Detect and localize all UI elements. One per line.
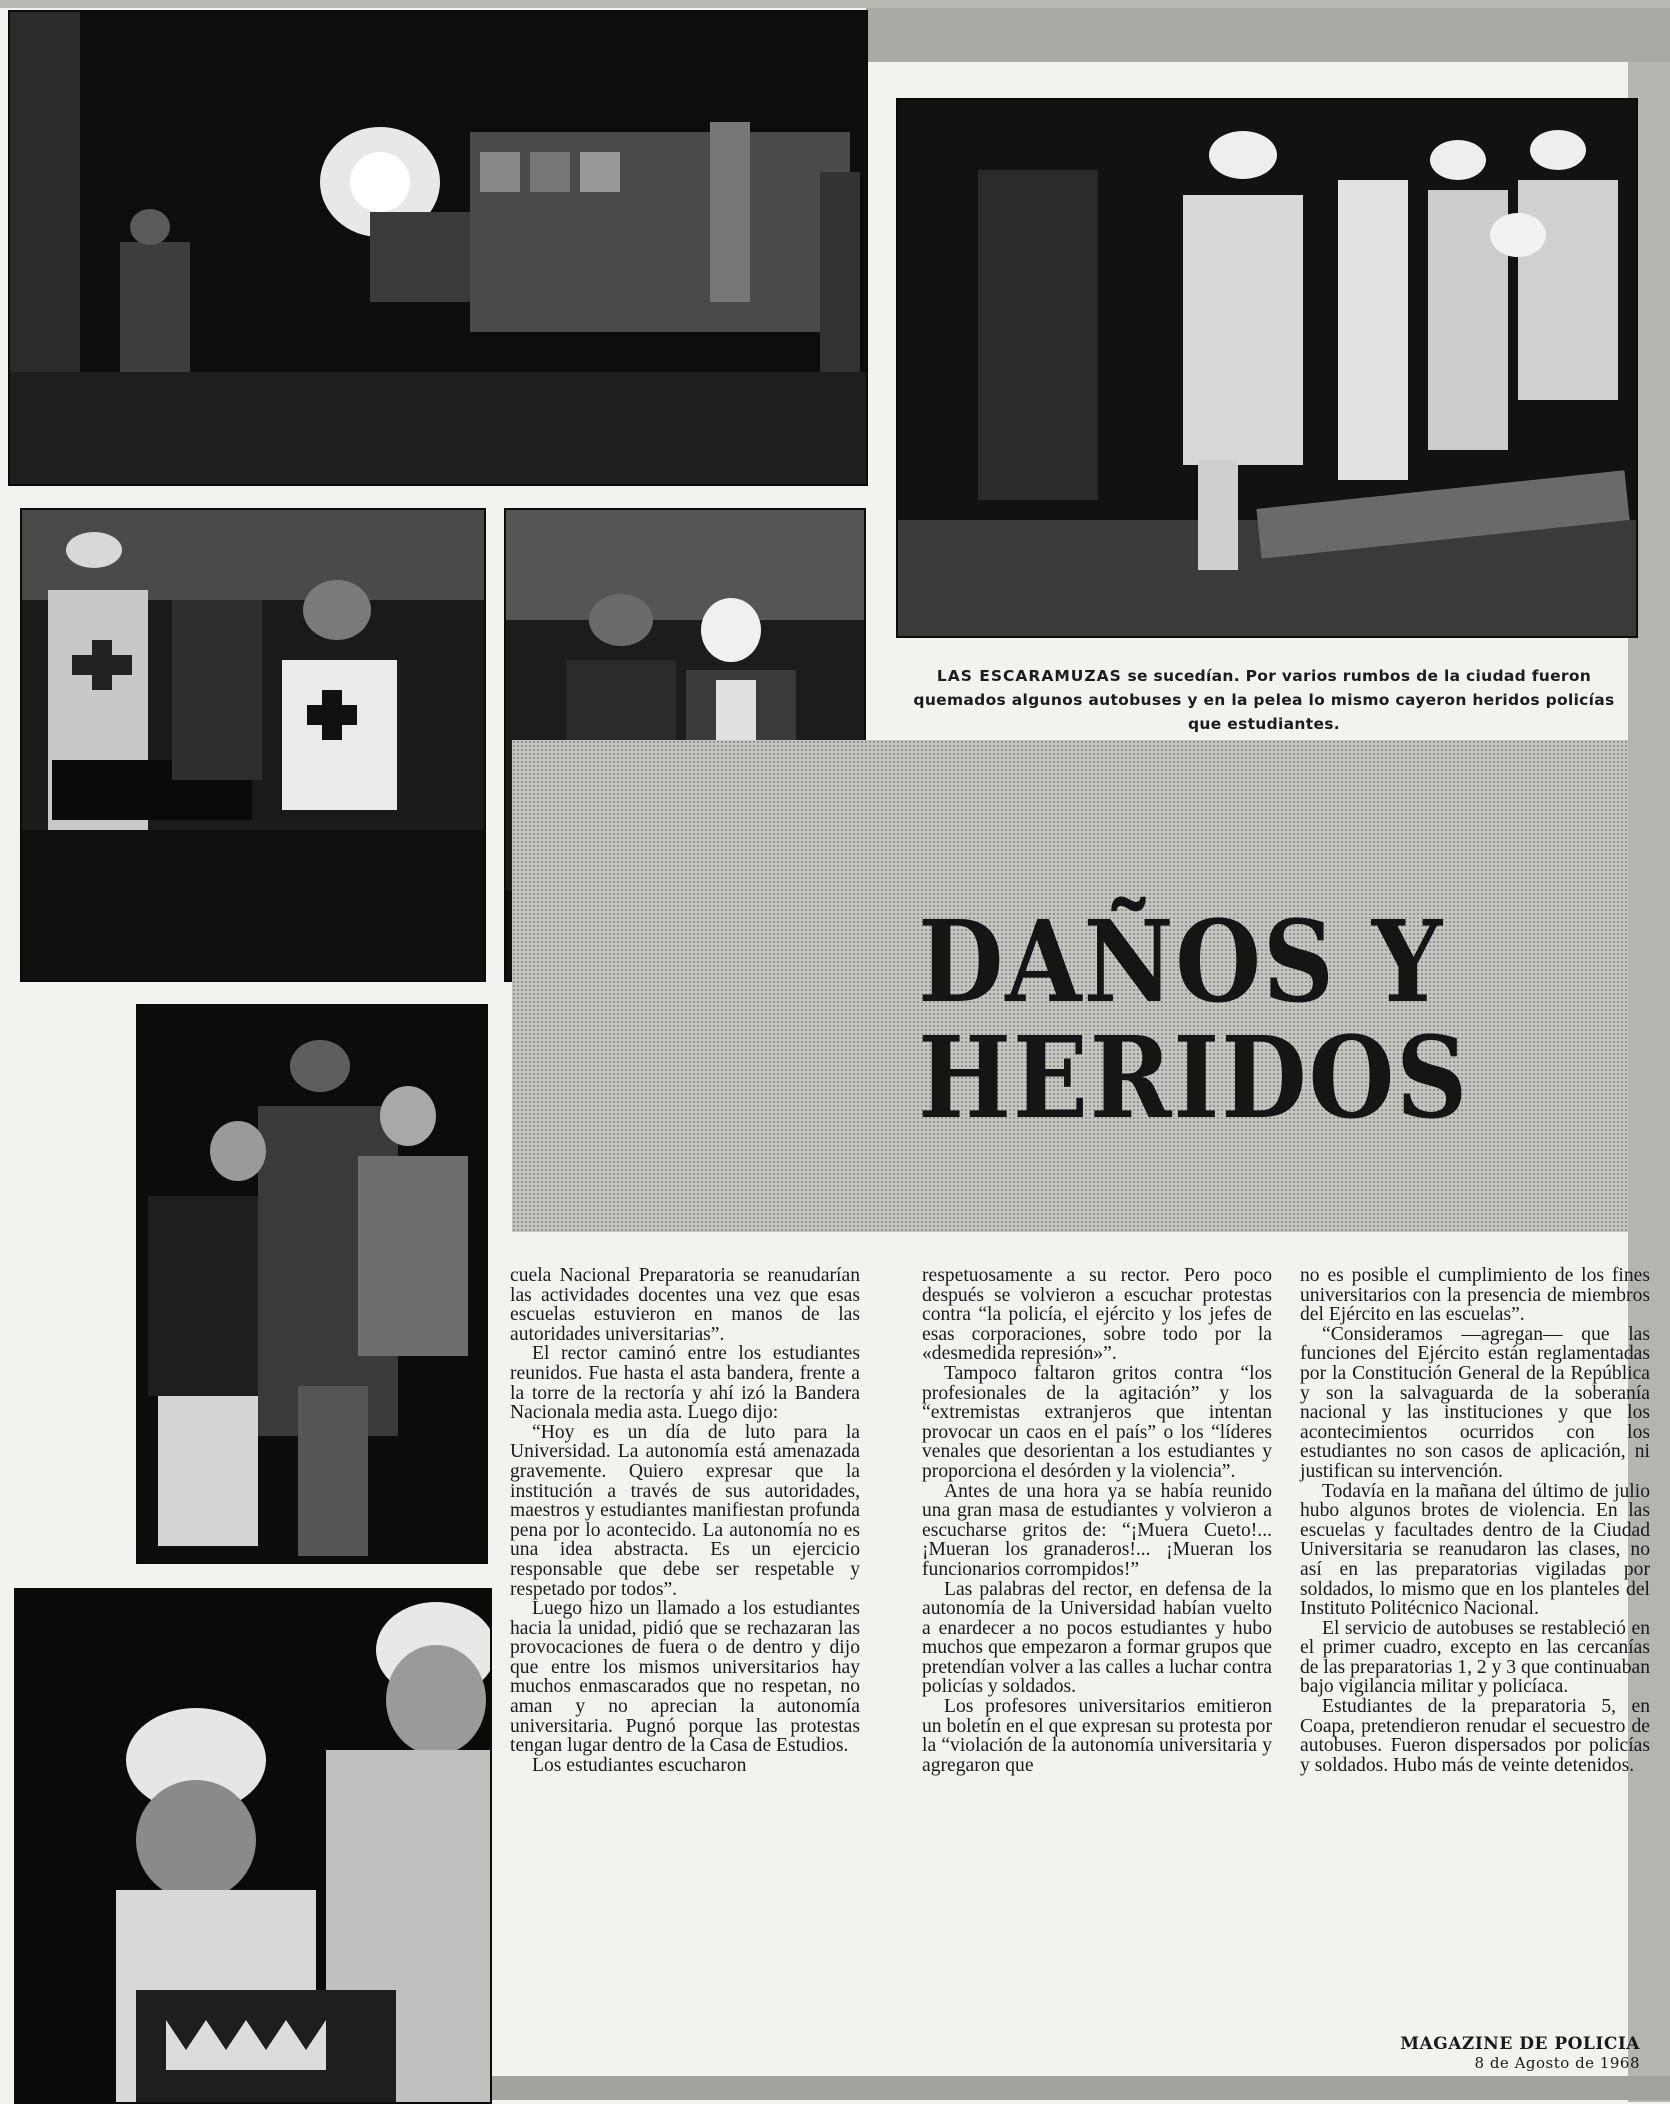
paragraph: no es posible el cumplimiento de los fines universitarios con la presencia de miembros del Ejército en las escuelas”. (1300, 1265, 1650, 1326)
paragraph: Estudiantes de la preparatoria 5, en Coapa, pretendieron renudar el secuestro de autobuses. Fueron dispersados por policías y soldados. Hubo más de veinte detenidos. (1300, 1696, 1650, 1776)
photo-red-cross-helmets (14, 1588, 492, 2104)
paragraph: Todavía en la mañana del último de julio hubo algunos brotes de violencia. En las escuelas y facultades dentro de la Ciudad Universitaria se reanudaron las clases, no así en las preparatorias vigiladas por soldados, lo mismo que en los planteles del Instituto Politécnico Nacional. (1300, 1480, 1650, 1620)
caption-lead: LAS ESCARAMUZAS (936, 667, 1122, 685)
issue-date: 8 de Agosto de 1968 (1474, 2054, 1640, 2072)
paragraph: El servicio de autobuses se restableció en el primer cuadro, excepto en las cercanías de las preparatorias 1, 2 y 3 que continuaban bajo vigilancia militar y policíaca. (1300, 1617, 1650, 1698)
paragraph: Las palabras del rector, en defensa de la autonomía de la Universidad habían vuelto a enardecer a no pocos estudiantes y hubo muchos que empezaron a formar grupos que pretendían volver a las calles a luchar contra policías y soldados. (922, 1578, 1272, 1698)
article-column-3 (1300, 1266, 1650, 1775)
caption-text: se sucedían. Por varios rumbos de la ciudad fueron quemados algunos autobuses y en la pelea lo mismo cayeron heridos policías que estudiantes. (913, 667, 1615, 733)
paragraph: respetuosamente a su rector. Pero poco después se volvieron a escuchar protestas contra “la policía, el ejército y los jefes de esas corporaciones, sobre todo por la «desmedida represión»”. (922, 1265, 1272, 1365)
headline-line-2: HERIDOS (918, 1013, 1470, 1144)
gray-footer-band (482, 2076, 1670, 2100)
photo-burning-bus (8, 10, 868, 486)
magazine-name: MAGAZINE DE POLICIA (1400, 2034, 1640, 2054)
paragraph: “Consideramos —agregan— que las funciones del Ejército están reglamentadas por la Constitución General de la República y son la salvaguarda de la soberanía nacional y las instituciones y que los acontecimientos ocurridos con los estudiantes no son casos de aplicación, ni justifican su intervención. (1300, 1323, 1650, 1482)
article-column-2 (922, 1266, 1272, 1775)
photo-red-cross-stretcher (896, 98, 1638, 638)
gray-header-band (866, 8, 1670, 62)
paragraph: Antes de una hora ya se había reunido una gran masa de estudiantes y volvieron a escucharse gritos de: “¡Muera Cueto!... ¡Mueran los granaderos!... ¡Mueran los funcionarios corrompidos!” (922, 1480, 1272, 1580)
top-edge (0, 0, 1670, 8)
paragraph: cuela Nacional Preparatoria se reanudarían las actividades docentes una vez que esas escuelas estuvieron en manos de las autoridades universitarias”. (510, 1265, 860, 1345)
paragraph: Los estudiantes escucharon (532, 1754, 747, 1776)
page-footer (1340, 2034, 1640, 2072)
paragraph: El rector caminó entre los estudiantes reunidos. Fue hasta el asta bandera, frente a la torre de la rectoría y ahí izó la Bandera Nacionala media asta. Luego dijo: (510, 1343, 860, 1424)
photo-caption (900, 664, 1628, 736)
paragraph: “Hoy es un día de luto para la Universidad. La autonomía está amenazada gravemente. Quiero expresar que la institución a través de sus autoridades, maestros y estudiantes manifiestan profunda pena por lo acontecido. La autonomía no es una idea abstracta. Es un ejercicio responsable que debe ser respetable y respetado por todos”. (510, 1421, 860, 1600)
headline-line-1: DAÑOS Y (918, 897, 1445, 1028)
photo-wounded-carried (136, 1004, 488, 1564)
article-column-1 (510, 1266, 860, 1775)
paragraph: Los profesores universitarios emitieron un boletín en el que expresan su protesta por la “violación de la autonomía universitaria y agregaron que (922, 1696, 1272, 1776)
headline (918, 897, 1534, 1144)
paragraph: Tampoco faltaron gritos contra “los profesionales de la agitación” y los “extremistas extranjeros que intentan provocar un caos en el país” o los “líderes venales que desorientan a los estudiantes y proporciona el desórden y la violencia”. (922, 1362, 1272, 1482)
paragraph: Luego hizo un llamado a los estudiantes hacia la unidad, pidió que se rechazaran las provocaciones de fuera o de dentro y dijo que entre los mismos universitarios hay muchos enmascarados que no respetan, no aman y no aprecian la autonomía universitaria. Pugnó porque las protestas tengan lugar dentro de la Casa de Estudios. (510, 1598, 860, 1757)
photo-stretcher-bearers (20, 508, 486, 982)
